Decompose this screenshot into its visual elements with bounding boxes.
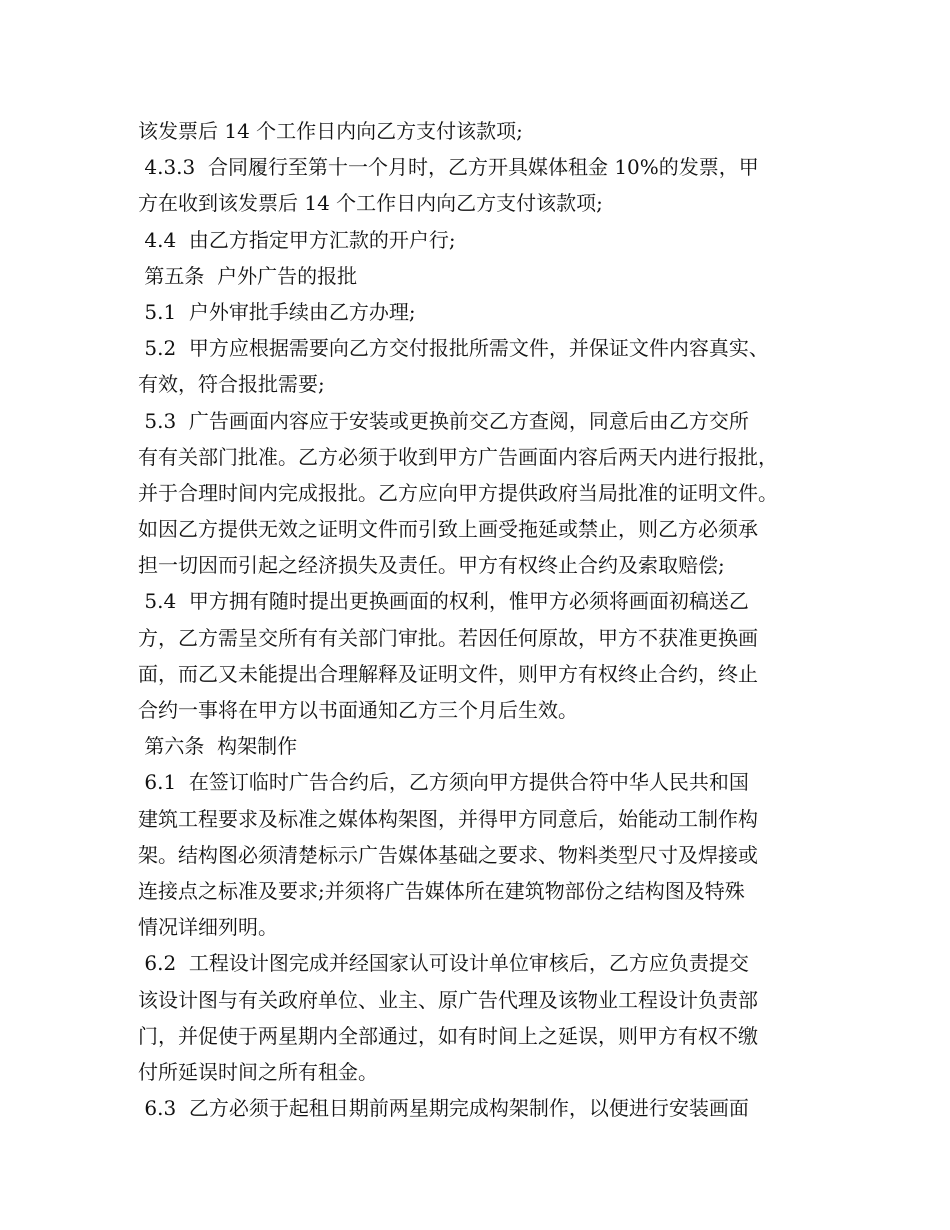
text-line: 4.4 由乙方指定甲方汇款的开户行; xyxy=(138,227,456,252)
document-page xyxy=(138,113,818,1126)
text-line: 情况详细列明。 xyxy=(138,915,278,940)
text-line: 5.2 甲方应根据需要向乙方交付报批所需文件，并保证文件内容真实、 xyxy=(138,336,769,361)
text-line: 该发票后 14 个工作日内向乙方支付该款项; xyxy=(138,119,523,143)
text-line: 5.4 甲方拥有随时提出更换画面的权利，惟甲方必须将画面初稿送乙 xyxy=(138,589,749,614)
text-line: 5.1 户外审批手续由乙方办理; xyxy=(138,299,416,324)
text-line: 6.1 在签订临时广告合约后，乙方须向甲方提供合符中华人民共和国 xyxy=(138,770,749,795)
text-line: 该设计图与有关政府单位、业主、原广告代理及该物业工程设计负责部 xyxy=(138,987,758,1012)
text-line: 有有关部门批准。乙方必须于收到甲方广告画面内容后两天内进行报批， xyxy=(138,444,778,469)
text-line: 5.3 广告画面内容应于安装或更换前交乙方查阅，同意后由乙方交所 xyxy=(138,408,749,433)
section-heading: 第六条 构架制作 xyxy=(138,734,298,759)
text-line: 门，并促使于两星期内全部通过，如有时间上之延误，则甲方有权不缴 xyxy=(138,1023,758,1048)
text-line: 并于合理时间内完成报批。乙方应向甲方提供政府当局批准的证明文件。 xyxy=(138,480,778,505)
text-line: 连接点之标准及要求;并须将广告媒体所在建筑物部份之结构图及特殊 xyxy=(138,878,745,903)
text-line: 建筑工程要求及标准之媒体构架图，并得甲方同意后，始能动工制作构 xyxy=(138,806,758,831)
text-line: 6.2 工程设计图完成并经国家认可设计单位审核后，乙方应负责提交 xyxy=(138,951,749,976)
text-line: 有效，符合报批需要; xyxy=(138,372,325,397)
text-line: 合约一事将在甲方以书面通知乙方三个月后生效。 xyxy=(138,698,578,722)
text-line: 方在收到该发票后 14 个工作日内向乙方支付该款项; xyxy=(138,191,603,216)
section-heading: 第五条 户外广告的报批 xyxy=(138,263,358,288)
text-line: 6.3 乙方必须于起租日期前两星期完成构架制作，以便进行安装画面 xyxy=(138,1096,749,1121)
text-line: 付所延误时间之所有租金。 xyxy=(138,1059,378,1084)
text-line: 方，乙方需呈交所有有关部门审批。若因任何原故，甲方不获准更换画 xyxy=(138,625,758,650)
text-line: 架。结构图必须清楚标示广告媒体基础之要求、物料类型尺寸及焊接或 xyxy=(138,842,758,867)
text-line: 担一切因而引起之经济损失及责任。甲方有权终止合约及索取赔偿; xyxy=(138,553,725,578)
text-line: 如因乙方提供无效之证明文件而引致上画受拖延或禁止，则乙方必须承 xyxy=(138,517,758,542)
text-line: 4.3.3 合同履行至第十一个月时，乙方开具媒体租金 10%的发票，甲 xyxy=(138,155,759,180)
text-line: 面，而乙又未能提出合理解释及证明文件，则甲方有权终止合约，终止 xyxy=(138,661,758,686)
